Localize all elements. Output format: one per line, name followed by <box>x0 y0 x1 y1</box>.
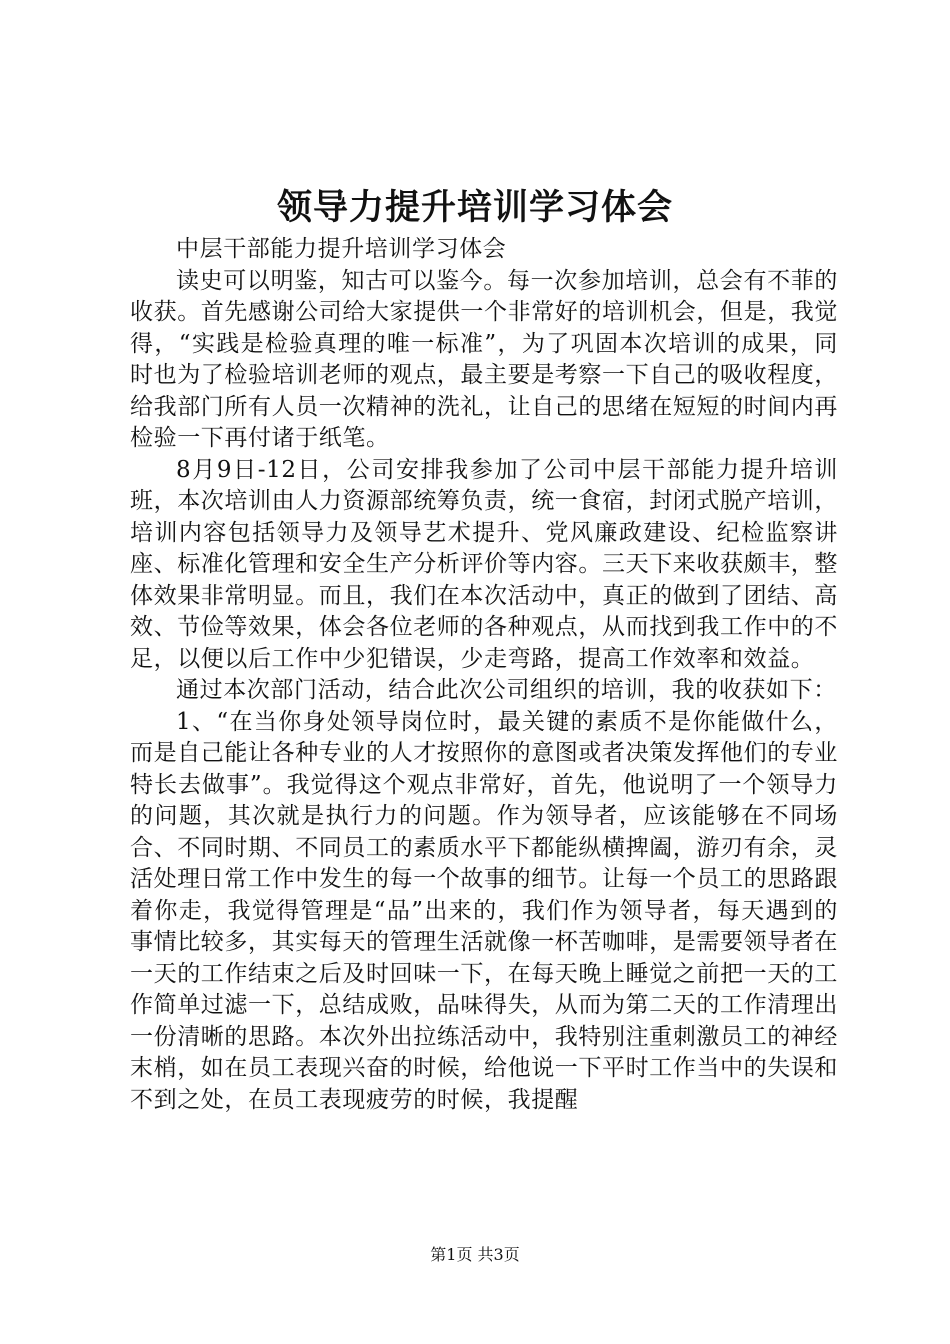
paragraph-subtitle: 中层干部能力提升培训学习体会 <box>176 236 507 262</box>
paragraph-point-1: 1、“在当你身处领导岗位时，最关键的素质不是你能做什么，而是自己能让各种专业的人才按照你的意图或者决策发挥他们的专业特长去做事”。我觉得这个观点非常好，首先，他说明了一个领导力的问题，其次就是执行力的问题。作为领导者，应该能够在不同场合、不同时期、不同员工的素质水平下都能纵横捭阖，游刃有余，灵活处理日常工作中发生的每一个故事的细节。让每一个员工的思路跟着你走，我觉得管理是“品”出来的，我们作为领导者，每天遇到的事情比较多，其实每天的管理生活就像一杯苦咖啡，是需要领导者在一天的工作结束之后及时回味一下，在每天晚上睡觉之前把一天的工作简单过滤一下，总结成败，品味得失，从而为第二天的工作清理出一份清晰的思路。本次外出拉练活动中，我特别注重刺激员工的神经末梢，如在员工表现兴奋的时候，给他说一下平时工作当中的失误和不到之处，在员工表现疲劳的时候，我提醒 <box>130 708 838 1113</box>
paragraph-intro: 读史可以明鉴，知古可以鉴今。每一次参加培训，总会有不菲的收获。首先感谢公司给大家提供一个非常好的培训机会，但是，我觉得，“实践是检验真理的唯一标准”，为了巩固本次培训的成果，同时也为了检验培训老师的观点，最主要是考察一下自己的吸收程度，给我部门所有人员一次精神的洗礼，让自己的思绪在短短的时间内再检验一下再付诸于纸笔。 <box>130 267 838 451</box>
page-footer: 第1页 共3页 <box>430 1245 520 1264</box>
paragraph-training-details: 8月9日-12日，公司安排我参加了公司中层干部能力提升培训班，本次培训由人力资源部统筹负责，统一食宿，封闭式脱产培训，培训内容包括领导力及领导艺术提升、党风廉政建设、纪检监察讲座、标准化管理和安全生产分析评价等内容。三天下来收获颇丰，整体效果非常明显。而且，我们在本次活动中，真正的做到了团结、高效、节俭等效果，体会各位老师的各种观点，从而找到我工作中的不足，以便以后工作中少犯错误，少走弯路，提高工作效率和效益。 <box>130 456 838 672</box>
document-title: 领导力提升培训学习体会 <box>276 187 673 228</box>
paragraph-gains-lead: 通过本次部门活动，结合此次公司组织的培训，我的收获如下： <box>176 677 837 703</box>
document-body <box>130 234 838 1116</box>
